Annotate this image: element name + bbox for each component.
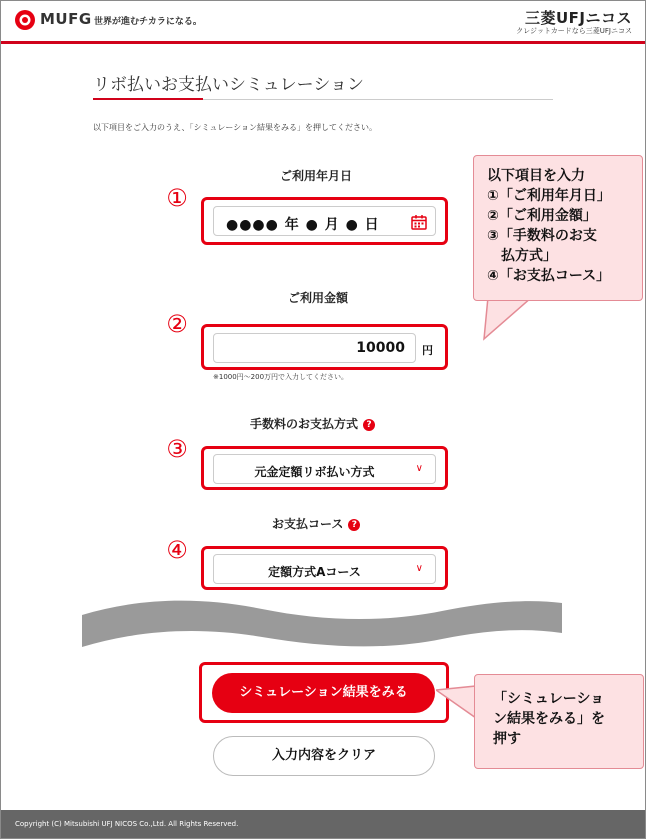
footer-copyright: Copyright (C) Mitsubishi UFJ NICOS Co.,Ltd. All Rights Reserved. [1,810,645,838]
course-select[interactable] [213,554,436,584]
amount-highlight [201,324,448,370]
simulate-button[interactable]: シミュレーション結果をみる [212,673,435,713]
course-label-row [272,515,360,532]
course-selected: 定額方式Aコース [268,565,361,579]
course-highlight [201,546,448,590]
clear-button[interactable]: 入力内容をクリア [213,736,435,776]
callout-inputs-line: ③「手数料のお支 [487,228,597,244]
step-number-4: ④ [166,536,188,564]
amount-input[interactable] [213,333,416,363]
chevron-down-icon: ∨ [415,463,423,474]
callout-inputs-line: ①「ご利用年月日」 [487,188,611,204]
mufg-logo-icon [14,9,36,31]
step-number-2: ② [166,310,188,338]
chevron-down-icon: ∨ [415,563,423,574]
fee-method-select[interactable] [213,454,436,484]
header-rule [1,41,645,44]
fee-method-label: 手数料のお支払方式 [250,417,359,431]
help-icon[interactable]: ? [363,419,375,431]
fee-method-highlight [201,446,448,490]
amount-note: ※1000円～200万円で入力してください。 [213,373,349,381]
callout-press [474,674,644,769]
date-value: ●●●● 年 ● 月 ● 日 [226,217,380,233]
callout-tail [436,682,478,722]
help-icon[interactable]: ? [348,519,360,531]
intro-text: 以下項目をご入力のうえ、「シミュレーション結果をみる」を押してください。 [93,123,377,132]
date-highlight [201,197,448,245]
calendar-icon[interactable] [411,214,427,230]
course-label: お支払コース [272,517,344,531]
callout-press-line: 押す [493,731,521,747]
fee-method-label-row [250,415,375,432]
brand-slogan: 世界が進むチカラになる。 [94,17,202,27]
date-label: ご利用年月日 [280,169,353,183]
callout-inputs-line: ②「ご利用金額」 [487,208,597,224]
amount-label: ご利用金額 [288,291,349,305]
step-number-3: ③ [166,435,188,463]
title-divider-accent [93,98,203,100]
callout-press-line: ン結果をみる」を [493,711,605,727]
date-field[interactable] [213,206,436,236]
brand-right[interactable]: 三菱UFJニコス [524,9,632,27]
amount-unit: 円 [422,344,433,357]
amount-value: 10000 [356,340,405,356]
callout-inputs [473,155,643,301]
brand-right-sub: クレジットカードなら三菱UFJニコス [516,27,632,35]
fee-method-selected: 元金定額リボ払い方式 [254,465,375,479]
callout-inputs-line: 以下項目を入力 [487,168,585,184]
callout-tail [480,297,540,342]
brand-left[interactable]: MUFG [40,10,92,28]
page-title: リボ払いお支払いシミュレーション [93,75,364,95]
step-number-1: ① [166,184,188,212]
omission-wave-graphic [82,597,562,649]
callout-inputs-line: ④「お支払コース」 [487,268,611,284]
callout-press-line: 「シミュレーショ [493,691,605,707]
callout-inputs-line: 払方式」 [487,248,557,264]
